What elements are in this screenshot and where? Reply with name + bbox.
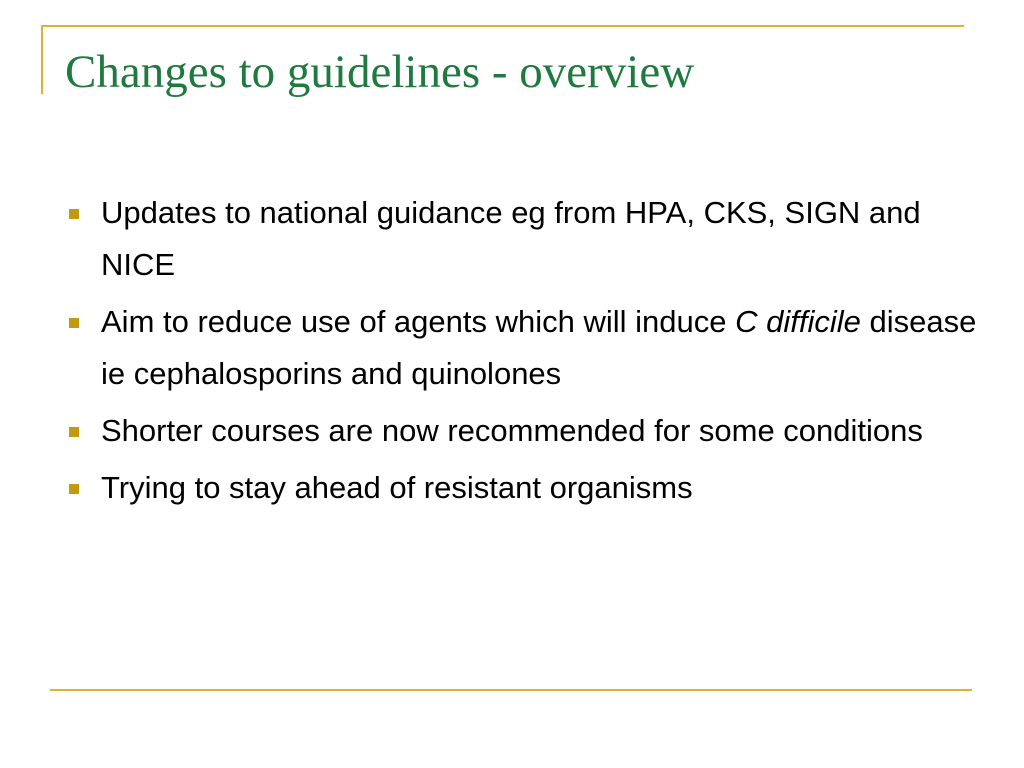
- square-bullet-icon: [69, 318, 79, 328]
- bullet-text: Trying to stay ahead of resistant organisms: [101, 470, 693, 505]
- bullet-list: [62, 187, 992, 519]
- square-bullet-icon: [69, 427, 79, 437]
- bullet-item: [62, 405, 992, 457]
- left-accent-rule: [41, 25, 43, 94]
- square-bullet-icon: [69, 484, 79, 494]
- bullet-text-italic: C difficile: [735, 304, 861, 339]
- bullet-item: [62, 462, 992, 514]
- top-accent-rule: [41, 25, 964, 27]
- bullet-text: disease ie cephalosporins and quinolones: [101, 304, 977, 391]
- bullet-item: [62, 296, 992, 400]
- bullet-text: Aim to reduce use of agents which will induce: [101, 304, 736, 339]
- slide-title: Changes to guidelines - overview: [65, 46, 695, 98]
- bullet-item: [62, 187, 992, 291]
- square-bullet-icon: [69, 209, 79, 219]
- bullet-text: Updates to national guidance eg from HPA, CKS, SIGN and NICE: [101, 195, 921, 282]
- bottom-accent-rule: [50, 689, 972, 691]
- bullet-text: Shorter courses are now recommended for some conditions: [101, 413, 923, 448]
